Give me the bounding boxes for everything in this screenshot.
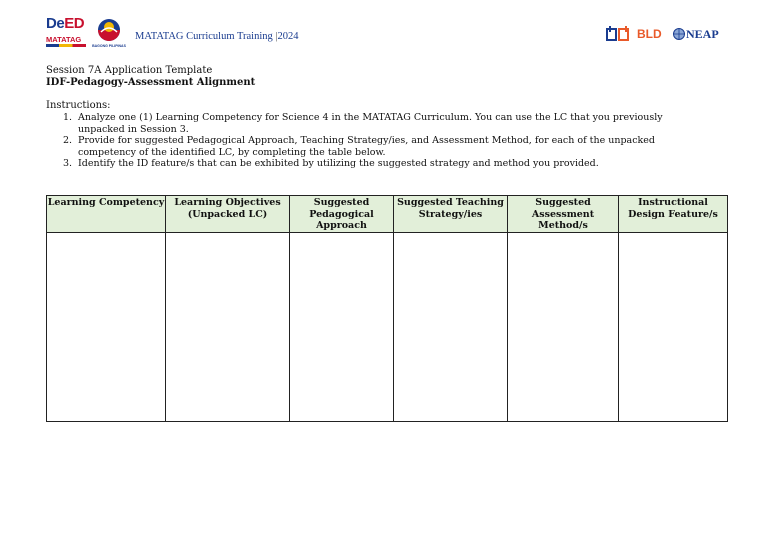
instruction-number: 1. xyxy=(63,112,73,123)
cell-learning-objectives[interactable] xyxy=(166,232,290,421)
column-header-pedagogical-approach: Suggested Pedagogical Approach xyxy=(290,196,394,233)
column-header-teaching-strategy: Suggested Teaching Strategy/ies xyxy=(394,196,508,233)
alignment-table xyxy=(46,195,728,422)
deped-wordmark-suffix: ED xyxy=(64,15,85,32)
matatag-stripe xyxy=(46,44,86,47)
instruction-number: 2. xyxy=(63,135,73,147)
cell-teaching-strategy[interactable] xyxy=(394,232,508,421)
column-header-learning-objectives: Learning Objectives (Unpacked LC) xyxy=(166,196,290,233)
instructions-heading: Instructions: xyxy=(46,100,111,111)
table-header-row xyxy=(47,196,728,233)
table-row xyxy=(47,232,728,421)
deped-matatag-logo xyxy=(46,16,90,50)
column-header-learning-competency: Learning Competency xyxy=(47,196,166,233)
bd-logo-icon xyxy=(606,26,630,42)
neap-wordmark: NEAP xyxy=(686,27,719,41)
instructions-list xyxy=(46,112,706,170)
instruction-item xyxy=(46,135,706,158)
bagong-pilipinas-emblem-icon xyxy=(92,18,126,44)
matatag-wordmark: MATATAG xyxy=(46,35,82,44)
header-title-text: MATATAG Curriculum Training xyxy=(135,31,273,42)
session-label: Session 7A Application Template xyxy=(46,65,213,76)
cell-instructional-design-feature[interactable] xyxy=(619,232,728,421)
cell-assessment-method[interactable] xyxy=(508,232,619,421)
bld-logo xyxy=(637,26,666,42)
instruction-number: 3. xyxy=(63,158,73,170)
globe-icon xyxy=(673,26,685,42)
instruction-text: Analyze one (1) Learning Competency for Science 4 in the MATATAG Curriculum. You can use the LC that you previously unpacked in Session 3. xyxy=(78,112,663,135)
cell-pedagogical-approach[interactable] xyxy=(290,232,394,421)
bld-wordmark: BLD xyxy=(637,27,662,41)
template-subtitle: IDF-Pedagogy-Assessment Alignment xyxy=(46,77,256,88)
document-header xyxy=(0,0,768,60)
instruction-item xyxy=(46,112,706,135)
instruction-text: Identify the ID feature/s that can be exhibited by utilizing the suggested strategy and method you provided. xyxy=(78,158,599,170)
bagong-pilipinas-logo xyxy=(92,18,126,50)
bagong-pilipinas-caption: BAGONG PILIPINAS xyxy=(92,44,126,48)
instruction-text: Provide for suggested Pedagogical Approach, Teaching Strategy/ies, and Assessment Method, for each of the unpacked competency of the identified LC, by completing the table below. xyxy=(78,135,655,158)
bd-logo xyxy=(606,26,630,42)
header-title-separator: | xyxy=(275,31,278,42)
header-title xyxy=(135,31,298,42)
header-year: 2024 xyxy=(277,31,299,42)
neap-logo xyxy=(673,26,725,42)
deped-wordmark xyxy=(46,16,84,32)
column-header-assessment-method: Suggested Assessment Method/s xyxy=(508,196,619,233)
instruction-item xyxy=(46,158,706,170)
deped-wordmark-prefix: De xyxy=(46,15,65,32)
column-header-instructional-design-feature: Instructional Design Feature/s xyxy=(619,196,728,233)
cell-learning-competency[interactable] xyxy=(47,232,166,421)
